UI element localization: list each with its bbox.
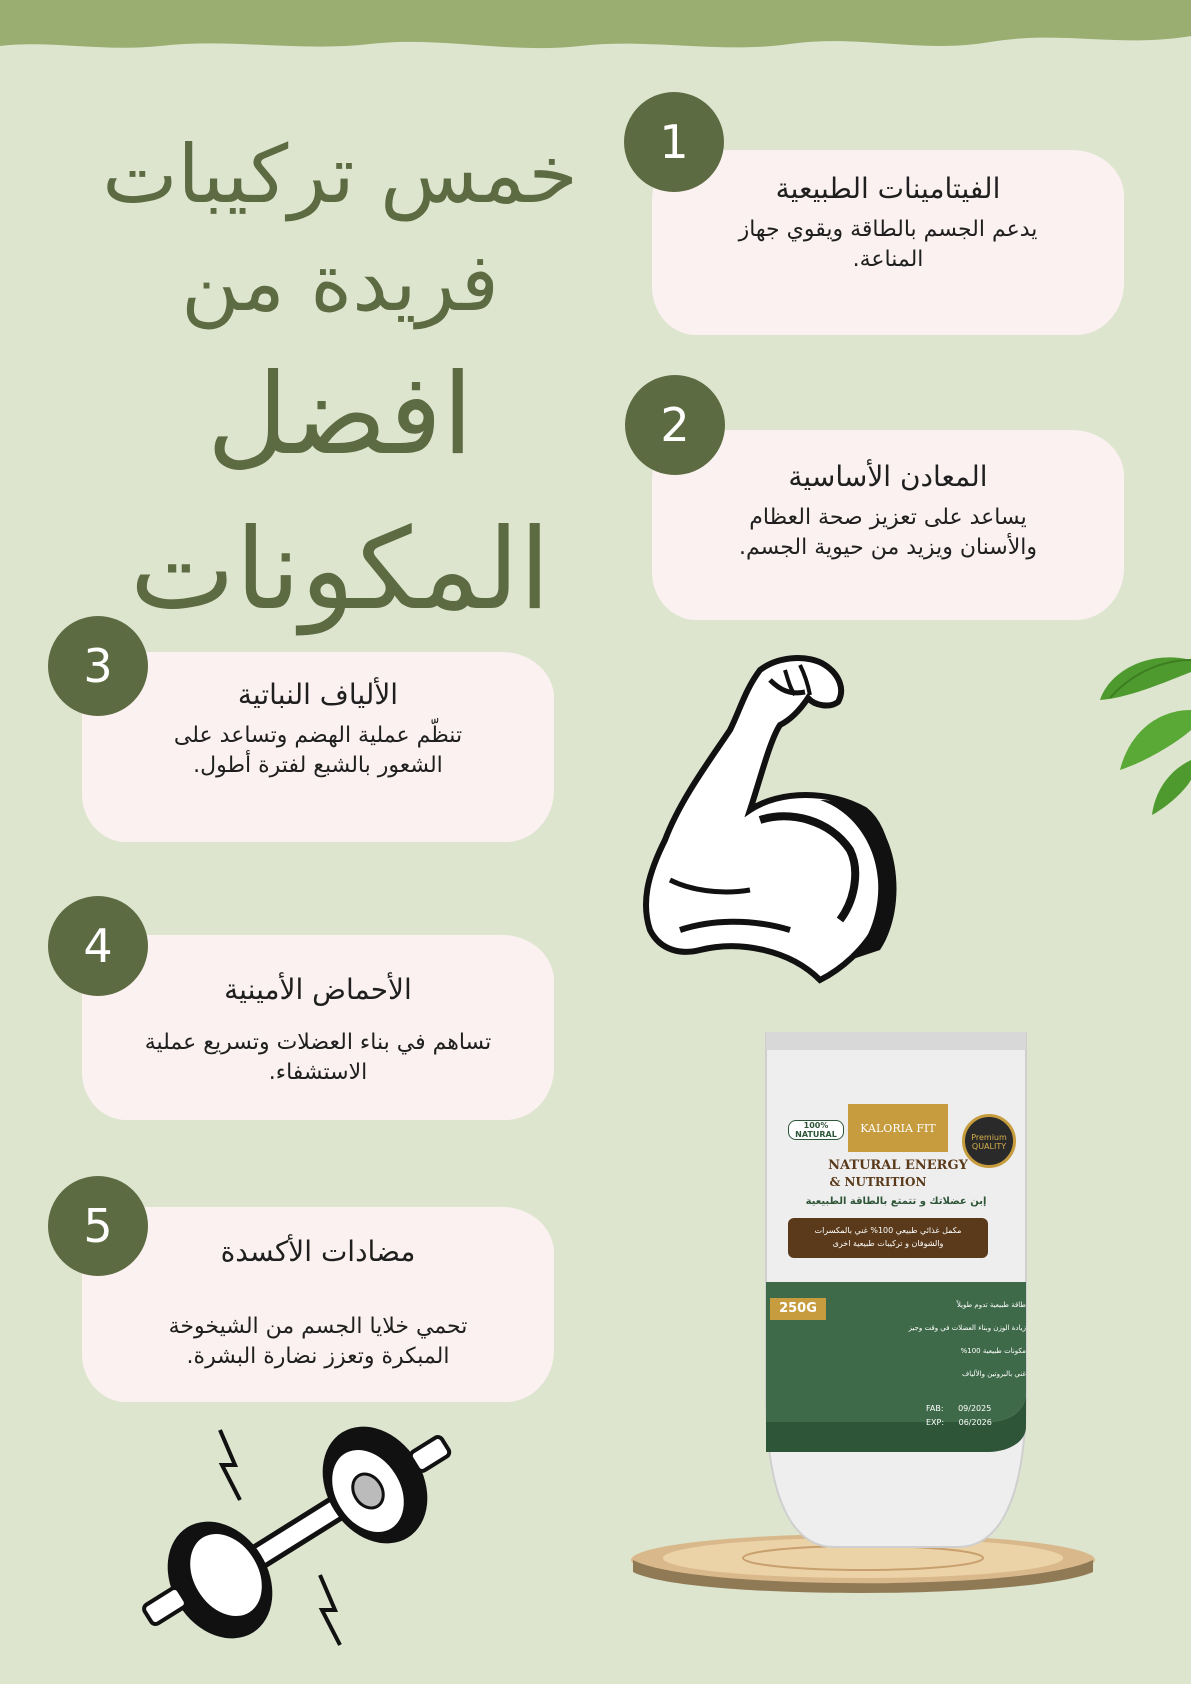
claim-line-2: والشوفان و تركيبات طبيعية اخرى [832,1239,944,1248]
feature-item: مكونات طبيعية 100% [960,1347,1026,1355]
ingredient-card-2 [652,430,1124,620]
fab-value: 09/2025 [958,1404,992,1413]
natural-badge: 100% NATURAL [788,1120,844,1140]
ingredient-title: مضادات الأكسدة [220,1235,416,1268]
number-badge-2: 2 [625,375,725,475]
leaf-icon [1090,620,1191,820]
headline-line-4: المكونات [129,505,551,635]
ingredient-card-4 [82,935,554,1120]
headline-line-2: فريدة من [181,236,499,329]
claim-line-1: مكمل غذائي طبيعي 100% غني بالمكسرات [814,1226,962,1235]
feature-item: طاقة طبيعية تدوم طويلاً [956,1301,1026,1309]
number-badge-1: 1 [624,92,724,192]
ingredient-title: الألياف النباتية [237,678,399,711]
ingredient-card-1 [652,150,1124,335]
ingredient-title: الأحماض الأمينية [224,973,412,1006]
dumbbell-icon [140,1425,460,1650]
top-wavy-band [0,0,1191,60]
product-tagline: إبن عضلاتك و تتمتع بالطاقة الطبيعية [805,1196,987,1207]
ingredient-description: تنظّم عملية الهضم وتساعد على الشعور بالشبع لفترة أطول. [173,723,463,778]
ingredient-title: المعادن الأساسية [788,460,988,493]
ingredient-description: يساعد على تعزيز صحة العظام والأسنان ويزيد من حيوية الجسم. [738,505,1038,560]
brand-label: KALORIA FIT [848,1104,948,1152]
weight-label: 250G [770,1298,826,1320]
date-box [926,1402,1016,1430]
headline [60,120,620,645]
exp-label: EXP: [926,1418,945,1427]
flexed-arm-icon [640,650,920,985]
ingredient-title: الفيتامينات الطبيعية [775,172,1001,205]
number-badge-3: 3 [48,616,148,716]
ingredient-description: تساهم في بناء العضلات وتسريع عملية الاستشفاء. [144,1030,492,1085]
fab-label: FAB: [926,1404,944,1413]
feature-item: غني بالبروتين والألياف [962,1370,1026,1378]
quality-badge: Premium QUALITY [962,1114,1016,1168]
exp-value: 06/2026 [958,1418,992,1427]
product-heading-2: & NUTRITION [829,1175,927,1189]
product-pouch [758,1032,1034,1552]
feature-list [878,1294,1026,1386]
headline-line-3: افضل [206,350,474,480]
number-badge-4: 4 [48,896,148,996]
headline-line-1: خمس تركيبات [102,128,578,221]
number-badge-5: 5 [48,1176,148,1276]
feature-item: زيادة الوزن وبناء العضلات في وقت وجيز [908,1324,1026,1332]
ingredient-description: يدعم الجسم بالطاقة ويقوي جهاز المناعة. [738,217,1038,272]
product-claim [788,1218,988,1258]
product-heading-1: NATURAL ENERGY [828,1158,968,1173]
ingredient-card-5 [82,1207,554,1402]
ingredient-card-3 [82,652,554,842]
ingredient-description: تحمي خلايا الجسم من الشيخوخة المبكرة وتعزز نضارة البشرة. [168,1314,468,1369]
